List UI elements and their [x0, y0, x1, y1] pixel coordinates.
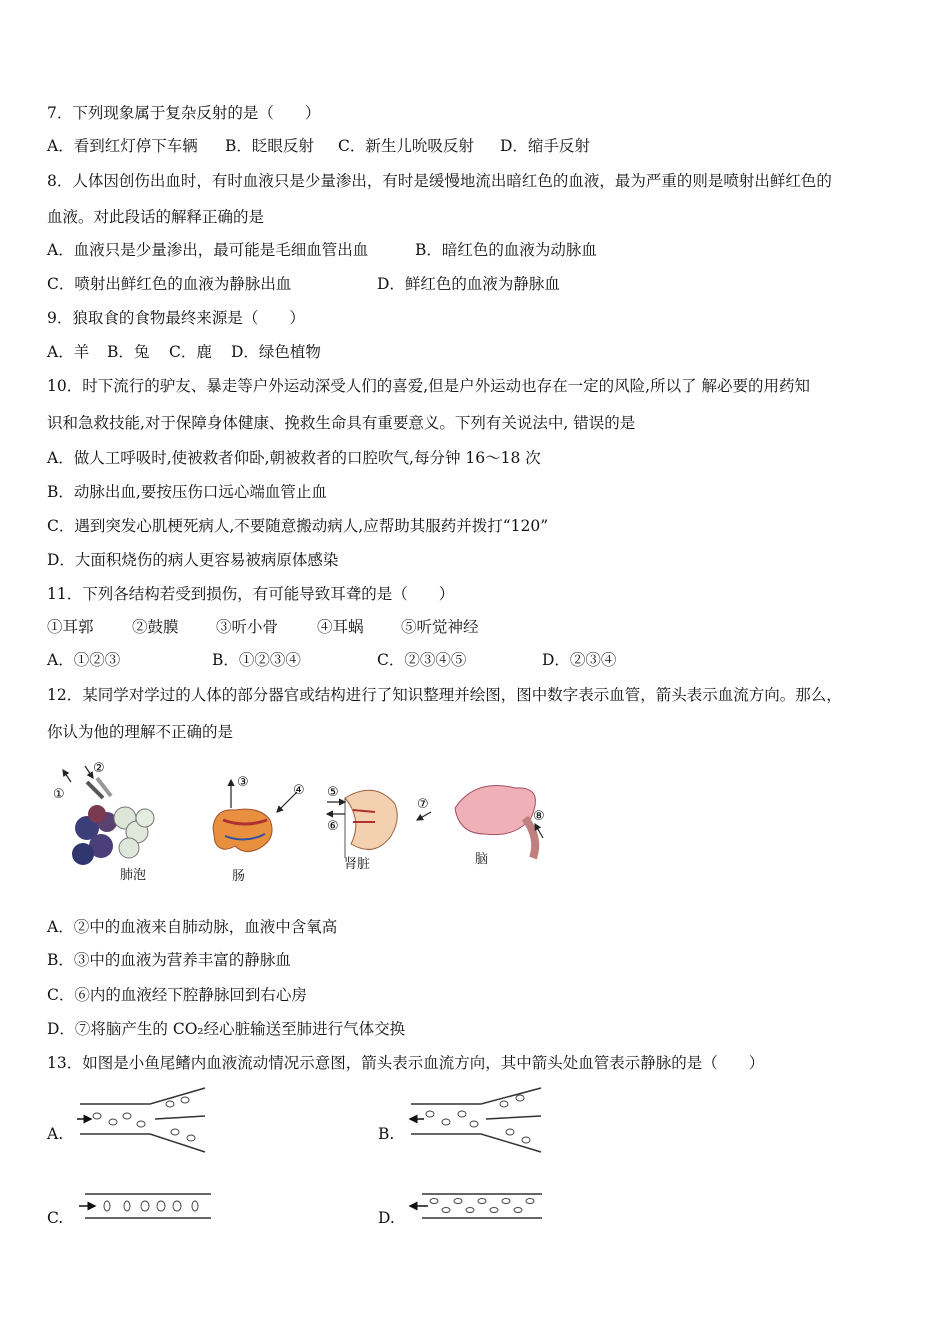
q8-stem-line1: 8．人体因创伤出血时，有时血液只是少量渗出，有时是缓慢地流出暗红色的血液，最为严重的则是喷射出鲜红色的 [47, 172, 832, 190]
q7-option-c: C．新生儿吮吸反射 [338, 137, 474, 155]
q12-option-b: B．③中的血液为营养丰富的静脉血 [47, 951, 291, 969]
q12-stem-line2: 你认为他的理解不正确的是 [47, 723, 234, 741]
alveoli-drawing [53, 761, 154, 865]
q8-option-d: D．鲜红色的血液为静脉血 [377, 275, 560, 293]
q9-option-a: A．羊 [47, 343, 90, 361]
q12-option-c: C．⑥内的血液经下腔静脉回到右心房 [47, 986, 307, 1004]
q11-option-c: C．②③④⑤ [377, 651, 467, 669]
q9-option-d: D．绿色植物 [231, 343, 321, 361]
q8-option-b: B．暗红色的血液为动脉血 [415, 241, 597, 259]
fig-label-kidney: 肾脏 [344, 857, 371, 872]
q13-option-c-label: C. [47, 1209, 64, 1227]
q7-option-b: B．眨眼反射 [225, 137, 314, 155]
q11-item-3: ③听小骨 [216, 618, 279, 636]
q10-option-d: D．大面积烧伤的病人更容易被病原体感染 [47, 551, 339, 569]
q13-option-a-diagram [75, 1086, 215, 1158]
q11-option-b: B．①②③④ [212, 651, 301, 669]
fig-number-3: ③ [237, 775, 249, 790]
intestine-drawing [213, 775, 305, 852]
q10-stem-line1: 10．时下流行的驴友、暴走等户外运动深受人们的喜爱,但是户外运动也存在一定的风险,所以了 解必要的用药知 [47, 377, 811, 395]
q12-figure [45, 758, 565, 888]
q11-stem: 11．下列各结构若受到损伤，有可能导致耳聋的是（ ） [47, 585, 455, 603]
q11-item-5: ⑤听觉神经 [401, 618, 479, 636]
q11-option-a: A．①②③ [47, 651, 121, 669]
q11-item-1: ①耳郭 [47, 618, 94, 636]
fig-number-6: ⑥ [327, 819, 339, 834]
q9-option-b: B．兔 [107, 343, 150, 361]
q13-option-d-label: D. [378, 1209, 395, 1227]
q13-option-b-diagram [406, 1086, 548, 1158]
q13-stem: 13．如图是小鱼尾鳍内血液流动情况示意图，箭头表示血流方向，其中箭头处血管表示静脉的是（ ） [47, 1054, 765, 1072]
q13-option-b-label: B. [378, 1125, 395, 1143]
fig-label-brain: 脑 [475, 852, 489, 867]
q10-option-c: C．遇到突发心肌梗死病人,不要随意搬动病人,应帮助其服药并拨打“120” [47, 517, 549, 535]
fig-label-alveoli: 肺泡 [120, 868, 147, 883]
fig-number-8: ⑧ [533, 809, 545, 824]
q10-option-a: A．做人工呼吸时,使被救者仰卧,朝被救者的口腔吹气,每分钟 16～18 次 [47, 449, 541, 467]
q12-option-d: D．⑦将脑产生的 CO₂经心脏输送至肺进行气体交换 [47, 1020, 406, 1038]
q8-option-c: C．喷射出鲜红色的血液为静脉出血 [47, 275, 292, 293]
q10-stem-line2: 识和急救技能,对于保障身体健康、挽救生命具有重要意义。下列有关说法中, 错误的是 [47, 414, 636, 432]
q9-stem: 9．狼取食的食物最终来源是（ ） [47, 309, 305, 327]
fig-number-7: ⑦ [417, 797, 429, 812]
q10-option-b: B．动脉出血,要按压伤口远心端血管止血 [47, 483, 327, 501]
q13-option-a-label: A. [47, 1125, 64, 1143]
q11-item-4: ④耳蜗 [317, 618, 364, 636]
q7-option-d: D．缩手反射 [500, 137, 590, 155]
fig-number-2: ② [93, 761, 105, 776]
q7-option-a: A．看到红灯停下车辆 [47, 137, 198, 155]
q8-stem-line2: 血液。对此段话的解释正确的是 [47, 208, 265, 226]
q9-option-c: C．鹿 [169, 343, 212, 361]
q12-stem-line1: 12．某同学对学过的人体的部分器官或结构进行了知识整理并绘图，图中数字表示血管，箭头表示血流方向。那么， [47, 686, 842, 704]
q13-option-c-diagram [75, 1190, 215, 1224]
fig-number-5: ⑤ [327, 785, 339, 800]
fig-label-intestine: 肠 [232, 869, 246, 884]
fig-number-1: ① [53, 787, 65, 802]
q11-option-d: D．②③④ [542, 651, 617, 669]
q8-option-a: A．血液只是少量渗出，最可能是毛细血管出血 [47, 241, 369, 259]
fig-number-4: ④ [293, 783, 305, 798]
kidney-drawing [327, 785, 397, 858]
q12-option-a: A．②中的血液来自肺动脉，血液中含氧高 [47, 918, 338, 936]
q11-item-2: ②鼓膜 [132, 618, 179, 636]
q13-option-d-diagram [406, 1190, 546, 1224]
q7-stem: 7．下列现象属于复杂反射的是（ ） [47, 104, 321, 122]
